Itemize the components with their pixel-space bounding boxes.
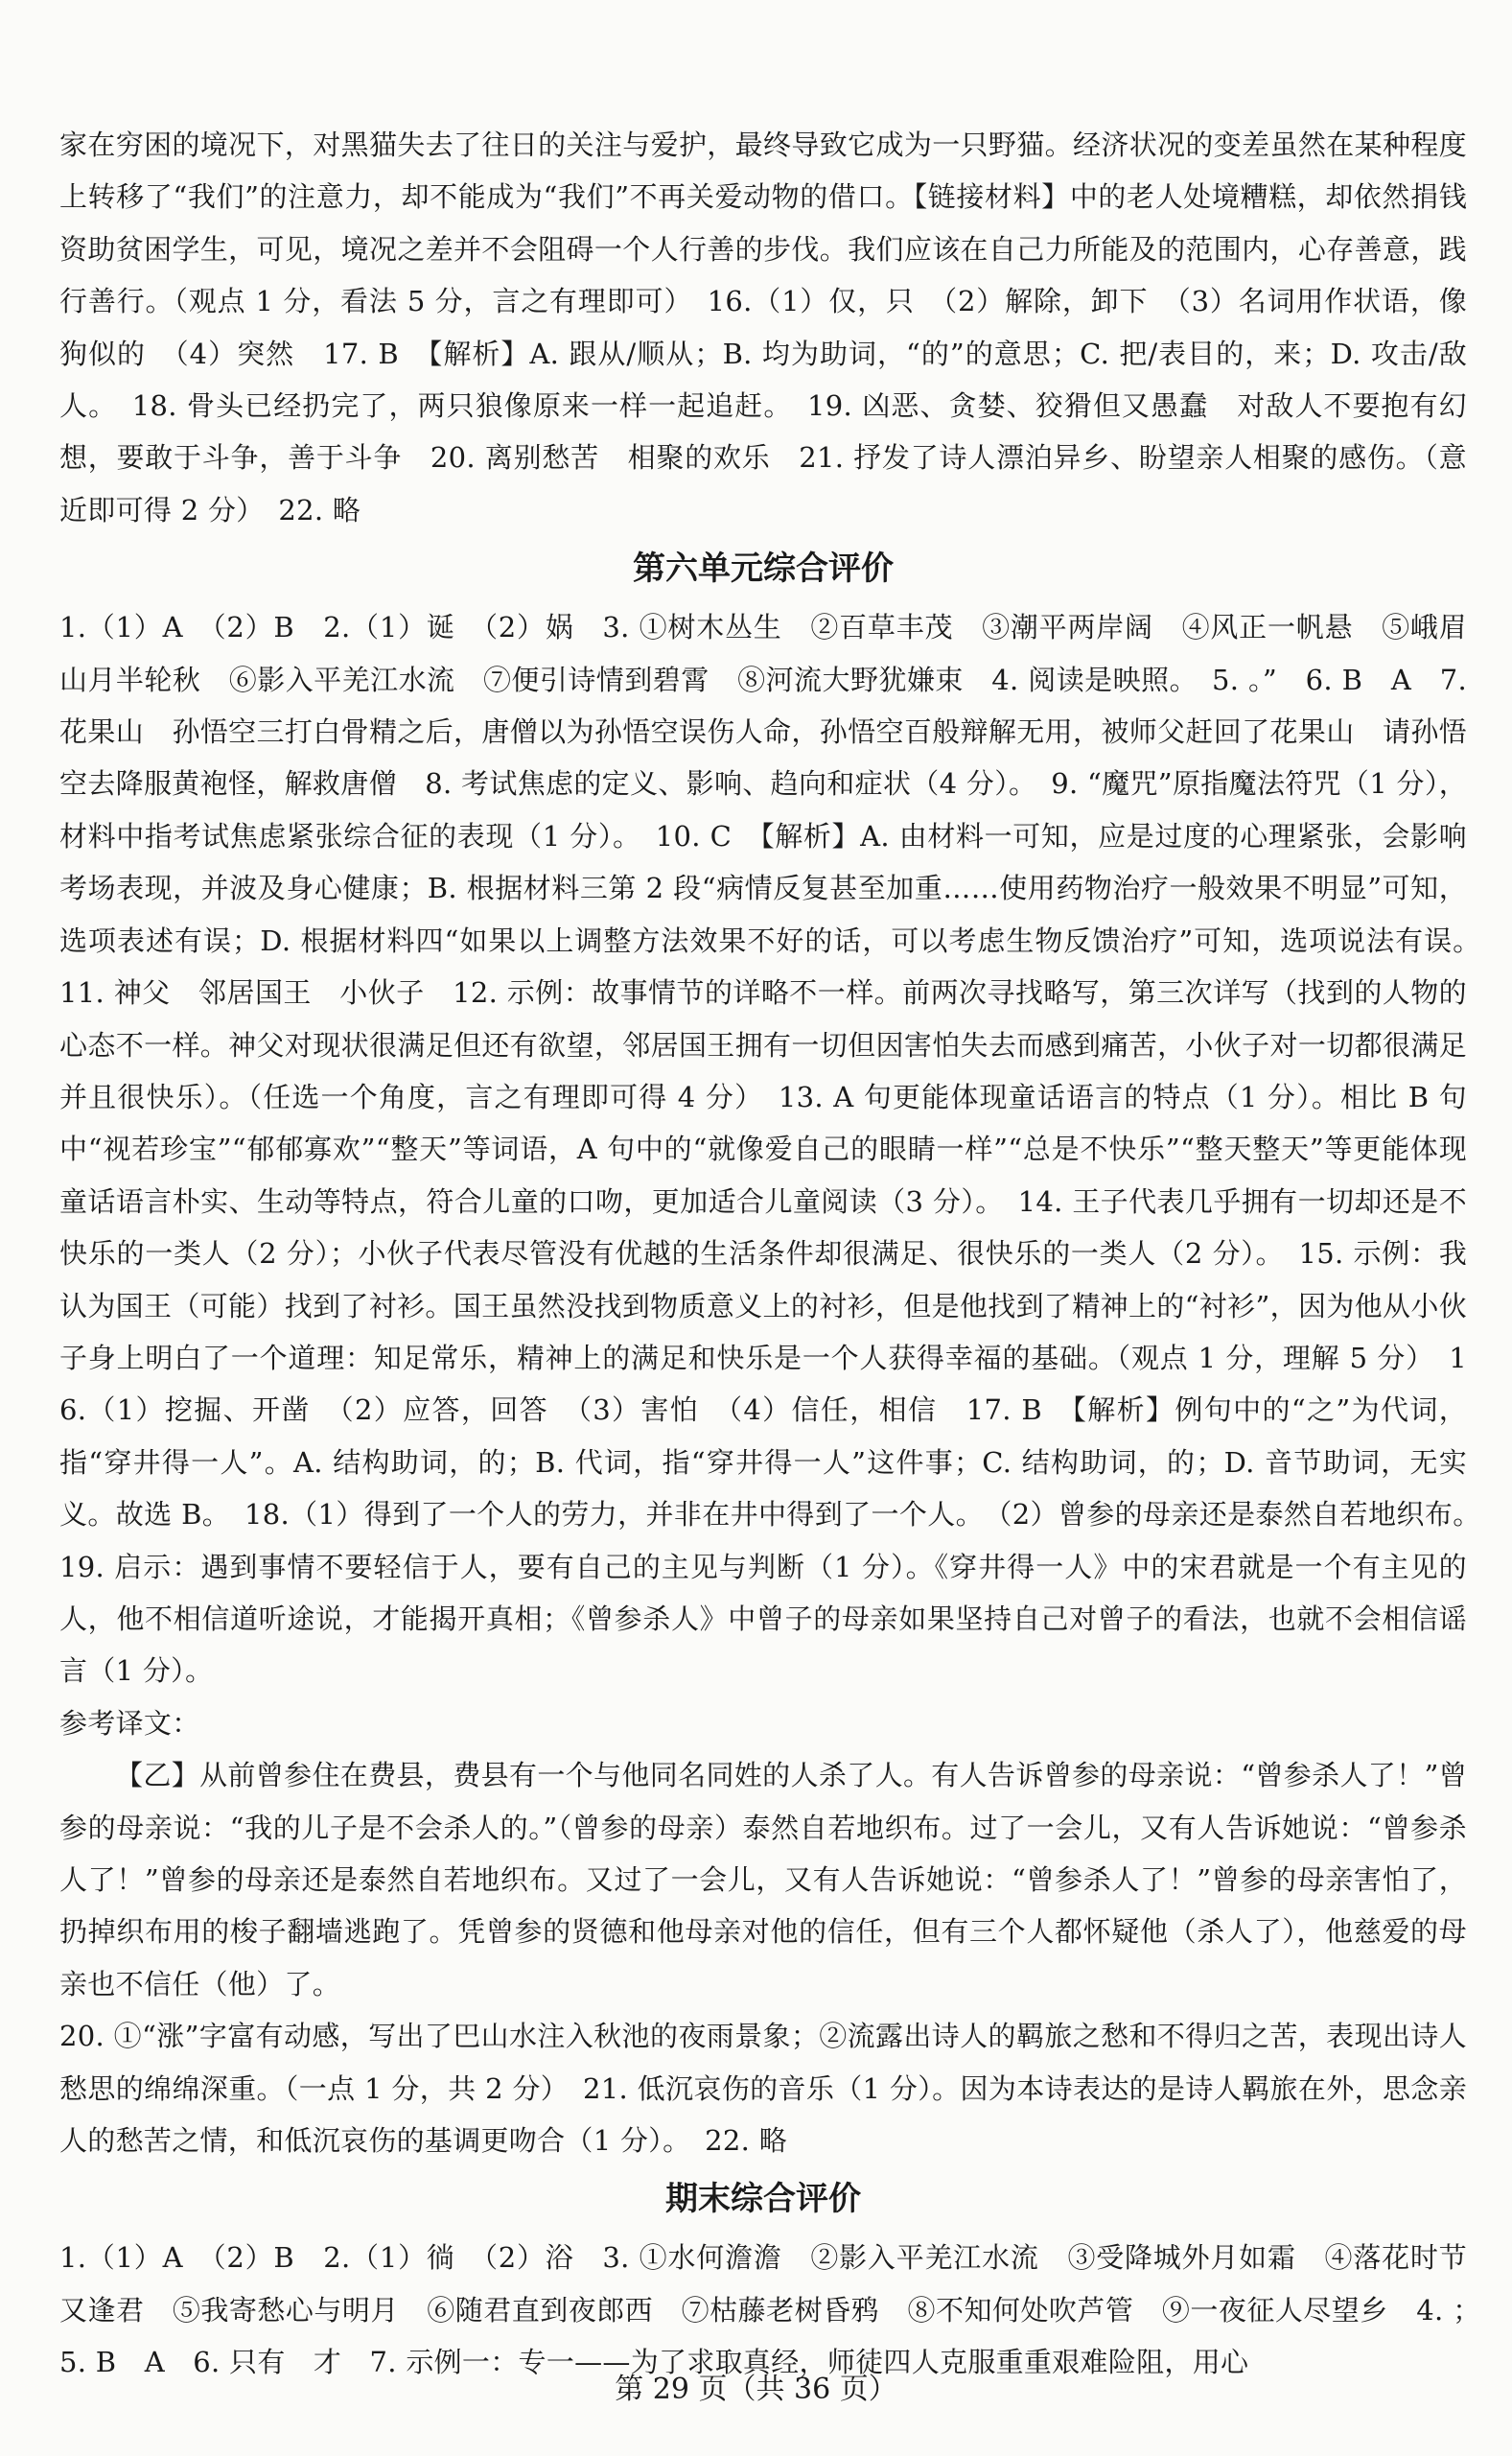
section6-answers-after: 20. ①“涨”字富有动感，写出了巴山水注入秋池的夜雨景象；②流露出诗人的羁旅之愁和不得归之苦，表现出诗人愁思的绵绵深重。（一点 1 分，共 2 分） 21. 低沉哀伤的音乐（1 分）。因为本诗表达的是诗人羁旅在外，思念亲人的愁苦之情，和低沉哀伤的基调更吻合（1 分）。 22. 略 [59,2020,1467,2158]
answer-content [59,119,1496,2389]
section6-answers: 1.（1）A （2）B 2.（1）诞 （2）娲 3. ①树木丛生 ②百草丰茂 ③潮平两岸阔 ④风正一帆悬 ⑤峨眉山月半轮秋 ⑥影入平羌江水流 ⑦便引诗情到碧霄 ⑧河流大野犹嫌束 4. 阅读是映照。 5. 。” 6. B A 7. 花果山 孙悟空三打白骨精之后，唐僧以为孙悟空误伤人命，孙悟空百般辩解无用，被师父赶回了花果山 请孙悟空去降服黄袍怪，解救唐僧 8. 考试焦虑的定义、影响、趋向和症状（4 分）。 9. “魔咒”原指魔法符咒（1 分），材料中指考试焦虑紧张综合征的表现（1 分）。 10. C 【解析】A. 由材料一可知，应是过度的心理紧张，会影响考场表现，并波及身心健康；B. 根据材料三第 2 段“病情反复甚至加重……使用药物治疗一般效果不明显”可知，选项表述有误；D. 根据材料四“如果以上调整方法效果不好的话，可以考虑生物反馈治疗”可知，选项说法有误。 11. 神父 邻居国王 小伙子 12. 示例：故事情节的详略不一样。前两次寻找略写，第三次详写（找到的人物的心态不一样。神父对现状很满足但还有欲望，邻居国王拥有一切但因害怕失去而感到痛苦，小伙子对一切都很满足并且很快乐）。（任选一个角度，言之有理即可得 4 分） 13. A 句更能体现童话语言的特点（1 分）。相比 B 句中“视若珍宝”“郁郁寡欢”“整天”等词语，A 句中的“就像爱自己的眼睛一样”“总是不快乐”“整天整天”等更能体现童话语言朴实、生动等特点，符合儿童的口吻，更加适合儿童阅读（3 分）。 14. 王子代表几乎拥有一切却还是不快乐的一类人（2 分）；小伙子代表尽管没有优越的生活条件却很满足、很快乐的一类人（2 分）。 15. 示例：我认为国王（可能）找到了衬衫。国王虽然没找到物质意义上的衬衫，但是他找到了精神上的“衬衫”，因为他从小伙子身上明白了一个道理：知足常乐，精神上的满足和快乐是一个人获得幸福的基础。（观点 1 分，理解 5 分） 16.（1）挖掘、开凿 （2）应答，回答 （3）害怕 （4）信任，相信 17. B 【解析】例句中的“之”为代词，指“穿井得一人”。A. 结构助词，的；B. 代词，指“穿井得一人”这件事；C. 结构助词，的；D. 音节助词，无实义。故选 B。 18.（1）得到了一个人的劳力，并非在井中得到了一个人。 （2）曾参的母亲还是泰然自若地织布。 19. 启示：遇到事情不要轻信于人，要有自己的主见与判断（1 分）。《穿井得一人》中的宋君就是一个有主见的人，他不相信道听途说，才能揭开真相；《曾参杀人》中曾子的母亲如果坚持自己对曾子的看法，也就不会相信谣言（1 分）。 [59,611,1496,1688]
section6-title: 第六单元综合评价 [633,550,894,589]
translation-label: 参考译文： [59,1706,200,1740]
intro-paragraph: 家在穷困的境况下，对黑猫失去了往日的关注与爱护，最终导致它成为一只野猫。经济状况的变差虽然在某种程度上转移了“我们”的注意力，却不能成为“我们”不再关爱动物的借口。【链接材料】中的老人处境糟糕，却依然捐钱资助贫困学生，可见，境况之差并不会阻碍一个人行善的步伐。我们应该在自己力所能及的范围内，心存善意，践行善行。（观点 1 分，看法 5 分，言之有理即可） 16.（1）仅，只 （2）解除，卸下 （3）名词用作状语，像狗似的 （4）突然 17. B 【解析】A. 跟从/顺从；B. 均为助词，“的”的意思；C. 把/表目的，来；D. 攻击/敌人。 18. 骨头已经扔完了，两只狼像原来一样一起追赶。 19. 凶恶、贪婪、狡猾但又愚蠢 对敌人不要抱有幻想，要敢于斗争，善于斗争 20. 离别愁苦 相聚的欢乐 21. 抒发了诗人漂泊异乡、盼望亲人相聚的感伤。（意近即可得 2 分） 22. 略 [59,129,1467,526]
final-answers: 1.（1）A （2）B 2.（1）徜 （2）浴 3. ①水何澹澹 ②影入平羌江水流 ③受降城外月如霜 ④落花时节又逢君 ⑤我寄愁心与明月 ⑥随君直到夜郎西 ⑦枯藤老树昏鸦 ⑧不知何处吹芦管 ⑨一夜征人尽望乡 4. ； 5. B A 6. 只有 才 7. 示例一：专一——为了求取真经，师徒四人克服重重艰难险阻，用心 [59,2241,1496,2379]
page-footer: 第 29 页（共 36 页） [615,2373,897,2406]
translation-paragraph: 【乙】从前曾参住在费县，费县有一个与他同名同姓的人杀了人。有人告诉曾参的母亲说：“曾参杀人了！”曾参的母亲说：“我的儿子是不会杀人的。”（曾参的母亲）泰然自若地织布。过了一会儿，又有人告诉她说：“曾参杀人了！”曾参的母亲还是泰然自若地织布。又过了一会儿，又有人告诉她说：“曾参杀人了！”曾参的母亲害怕了，扔掉织布用的梭子翻墙逃跑了。凭曾参的贤德和他母亲对他的信任，但有三个人都怀疑他（杀人了），他慈爱的母亲也不信任（他）了。 [59,1759,1467,2000]
final-title: 期末综合评价 [665,2180,861,2219]
